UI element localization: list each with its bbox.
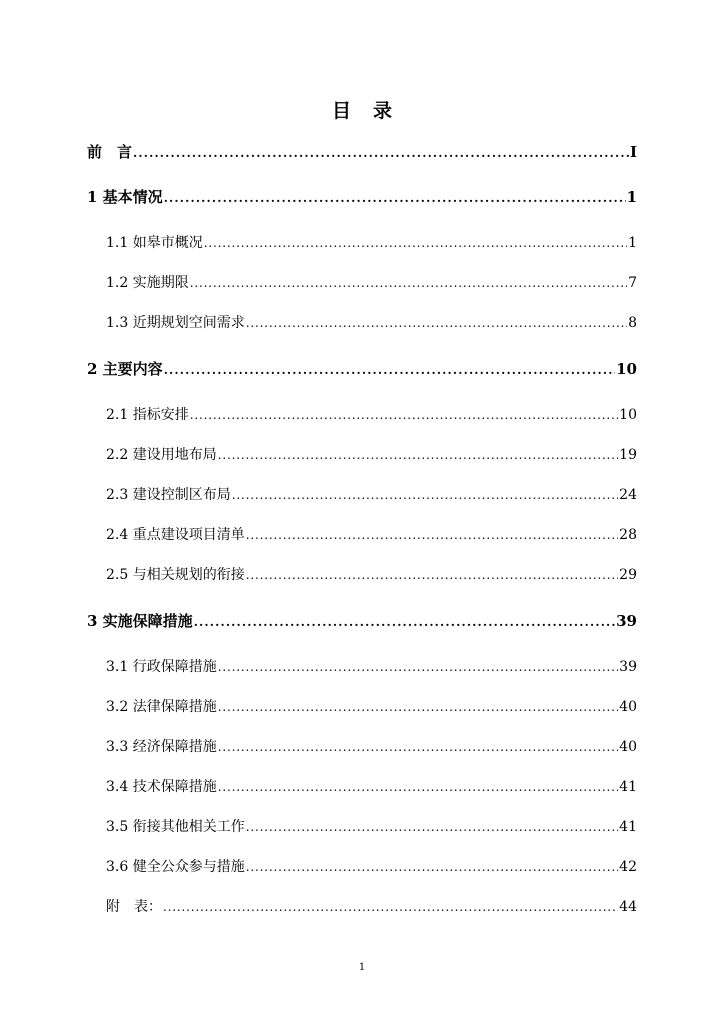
toc-entry-page: 1 xyxy=(626,188,637,206)
toc-entry-page: 41 xyxy=(619,819,637,835)
toc-leader-dots xyxy=(246,523,618,547)
toc-entry-3-5[interactable] xyxy=(106,815,637,839)
toc-entry-page: 42 xyxy=(619,859,637,875)
toc-entry-3-1[interactable] xyxy=(106,655,637,679)
toc-leader-dots xyxy=(190,403,618,427)
toc-entry-page: 44 xyxy=(619,899,637,915)
toc-entry-number: 3.3 xyxy=(106,739,133,755)
toc-entry-number: 3.6 xyxy=(106,859,133,875)
toc-leader-dots xyxy=(246,855,618,879)
toc-entry-2-3[interactable] xyxy=(106,483,637,507)
toc-leader-dots xyxy=(246,815,618,839)
toc-entry-number: 3 xyxy=(87,612,103,630)
toc-entry-number: 1 xyxy=(87,188,103,206)
toc-leader-dots xyxy=(194,609,615,634)
toc-entry-3-2[interactable] xyxy=(106,695,637,719)
toc-entry-number: 2 xyxy=(87,360,103,378)
toc-entry-3-4[interactable] xyxy=(106,775,637,799)
toc-entry-1-2[interactable] xyxy=(106,271,637,295)
toc-entry-page: 41 xyxy=(619,779,637,795)
toc-entry-label: 技术保障措施 xyxy=(132,779,217,795)
toc-entry-page: I xyxy=(629,143,637,161)
toc-entry-label: 基本情况 xyxy=(102,188,163,206)
toc-entry-label: 法律保障措施 xyxy=(132,699,217,715)
toc-entry-appendix[interactable] xyxy=(106,895,637,919)
toc-leader-dots xyxy=(190,271,627,295)
toc-entry-page: 10 xyxy=(616,360,637,378)
toc-entry-label: 实施保障措施 xyxy=(102,612,193,630)
toc-leader-dots xyxy=(232,483,618,507)
toc-entry-2-5[interactable] xyxy=(106,563,637,587)
page-number: 1 xyxy=(358,962,366,973)
toc-leader-dots xyxy=(218,655,618,679)
toc-leader-dots xyxy=(133,140,629,165)
toc-entry-number: 2.3 xyxy=(106,487,133,503)
toc-entry-chapter-2[interactable] xyxy=(87,357,637,381)
toc-entry-number: 3.5 xyxy=(106,819,133,835)
toc-entry-label: 近期规划空间需求 xyxy=(132,315,245,331)
toc-leader-dots xyxy=(163,895,618,919)
toc-entry-label: 建设控制区布局 xyxy=(132,487,231,503)
toc-entry-number: 2.2 xyxy=(106,447,133,463)
toc-entry-label: 如皋市概况 xyxy=(132,235,203,251)
toc-entry-page: 24 xyxy=(619,487,637,503)
toc-entry-page: 39 xyxy=(619,659,637,675)
toc-leader-dots xyxy=(164,357,615,382)
toc-entry-1-3[interactable] xyxy=(106,311,637,335)
toc-entry-2-4[interactable] xyxy=(106,523,637,547)
toc-entry-number: 1.1 xyxy=(106,235,133,251)
toc-entry-label: 健全公众参与措施 xyxy=(132,859,245,875)
toc-leader-dots xyxy=(218,695,618,719)
toc-leader-dots xyxy=(218,735,618,759)
toc-entry-page: 40 xyxy=(619,699,637,715)
toc-entry-label: 前 言 xyxy=(87,143,133,161)
toc-entry-3-6[interactable] xyxy=(106,855,637,879)
toc-entry-label: 建设用地布局 xyxy=(132,447,217,463)
toc-title: 目录 xyxy=(331,100,414,122)
toc-entry-page: 19 xyxy=(619,447,637,463)
toc-entry-page: 10 xyxy=(619,407,637,423)
toc-entry-preface[interactable] xyxy=(87,140,637,164)
toc-entry-label: 附 表： xyxy=(106,899,162,915)
toc-leader-dots xyxy=(218,775,618,799)
toc-entry-number: 2.4 xyxy=(106,527,133,543)
toc-entry-number: 3.4 xyxy=(106,779,133,795)
toc-entry-page: 7 xyxy=(628,275,637,291)
toc-entry-number: 3.2 xyxy=(106,699,133,715)
toc-entry-label: 经济保障措施 xyxy=(132,739,217,755)
toc-leader-dots xyxy=(164,185,626,210)
toc-entry-number: 2.1 xyxy=(106,407,133,423)
toc-entry-number: 2.5 xyxy=(106,567,133,583)
toc-entry-page: 29 xyxy=(619,567,637,583)
toc-entry-label: 指标安排 xyxy=(132,407,189,423)
toc-entry-label: 与相关规划的衔接 xyxy=(132,567,245,583)
toc-entry-page: 39 xyxy=(616,612,637,630)
toc-leader-dots xyxy=(218,443,618,467)
toc-entry-page: 40 xyxy=(619,739,637,755)
toc-entry-label: 实施期限 xyxy=(132,275,189,291)
toc-entry-chapter-1[interactable] xyxy=(87,185,637,209)
toc-entry-1-1[interactable] xyxy=(106,231,637,255)
toc-entry-chapter-3[interactable] xyxy=(87,609,637,633)
toc-leader-dots xyxy=(246,563,618,587)
toc-entry-page: 1 xyxy=(628,235,637,251)
toc-entry-label: 行政保障措施 xyxy=(132,659,217,675)
toc-entry-2-2[interactable] xyxy=(106,443,637,467)
toc-entry-2-1[interactable] xyxy=(106,403,637,427)
toc-entry-label: 重点建设项目清单 xyxy=(132,527,245,543)
toc-entry-label: 衔接其他相关工作 xyxy=(132,819,245,835)
toc-entry-number: 1.2 xyxy=(106,275,133,291)
toc-leader-dots xyxy=(246,311,627,335)
toc-entry-3-3[interactable] xyxy=(106,735,637,759)
toc-entry-page: 8 xyxy=(628,315,637,331)
toc-entry-number: 1.3 xyxy=(106,315,133,331)
toc-entry-number: 3.1 xyxy=(106,659,133,675)
toc-entry-label: 主要内容 xyxy=(102,360,163,378)
toc-leader-dots xyxy=(204,231,627,255)
toc-entry-page: 28 xyxy=(619,527,637,543)
